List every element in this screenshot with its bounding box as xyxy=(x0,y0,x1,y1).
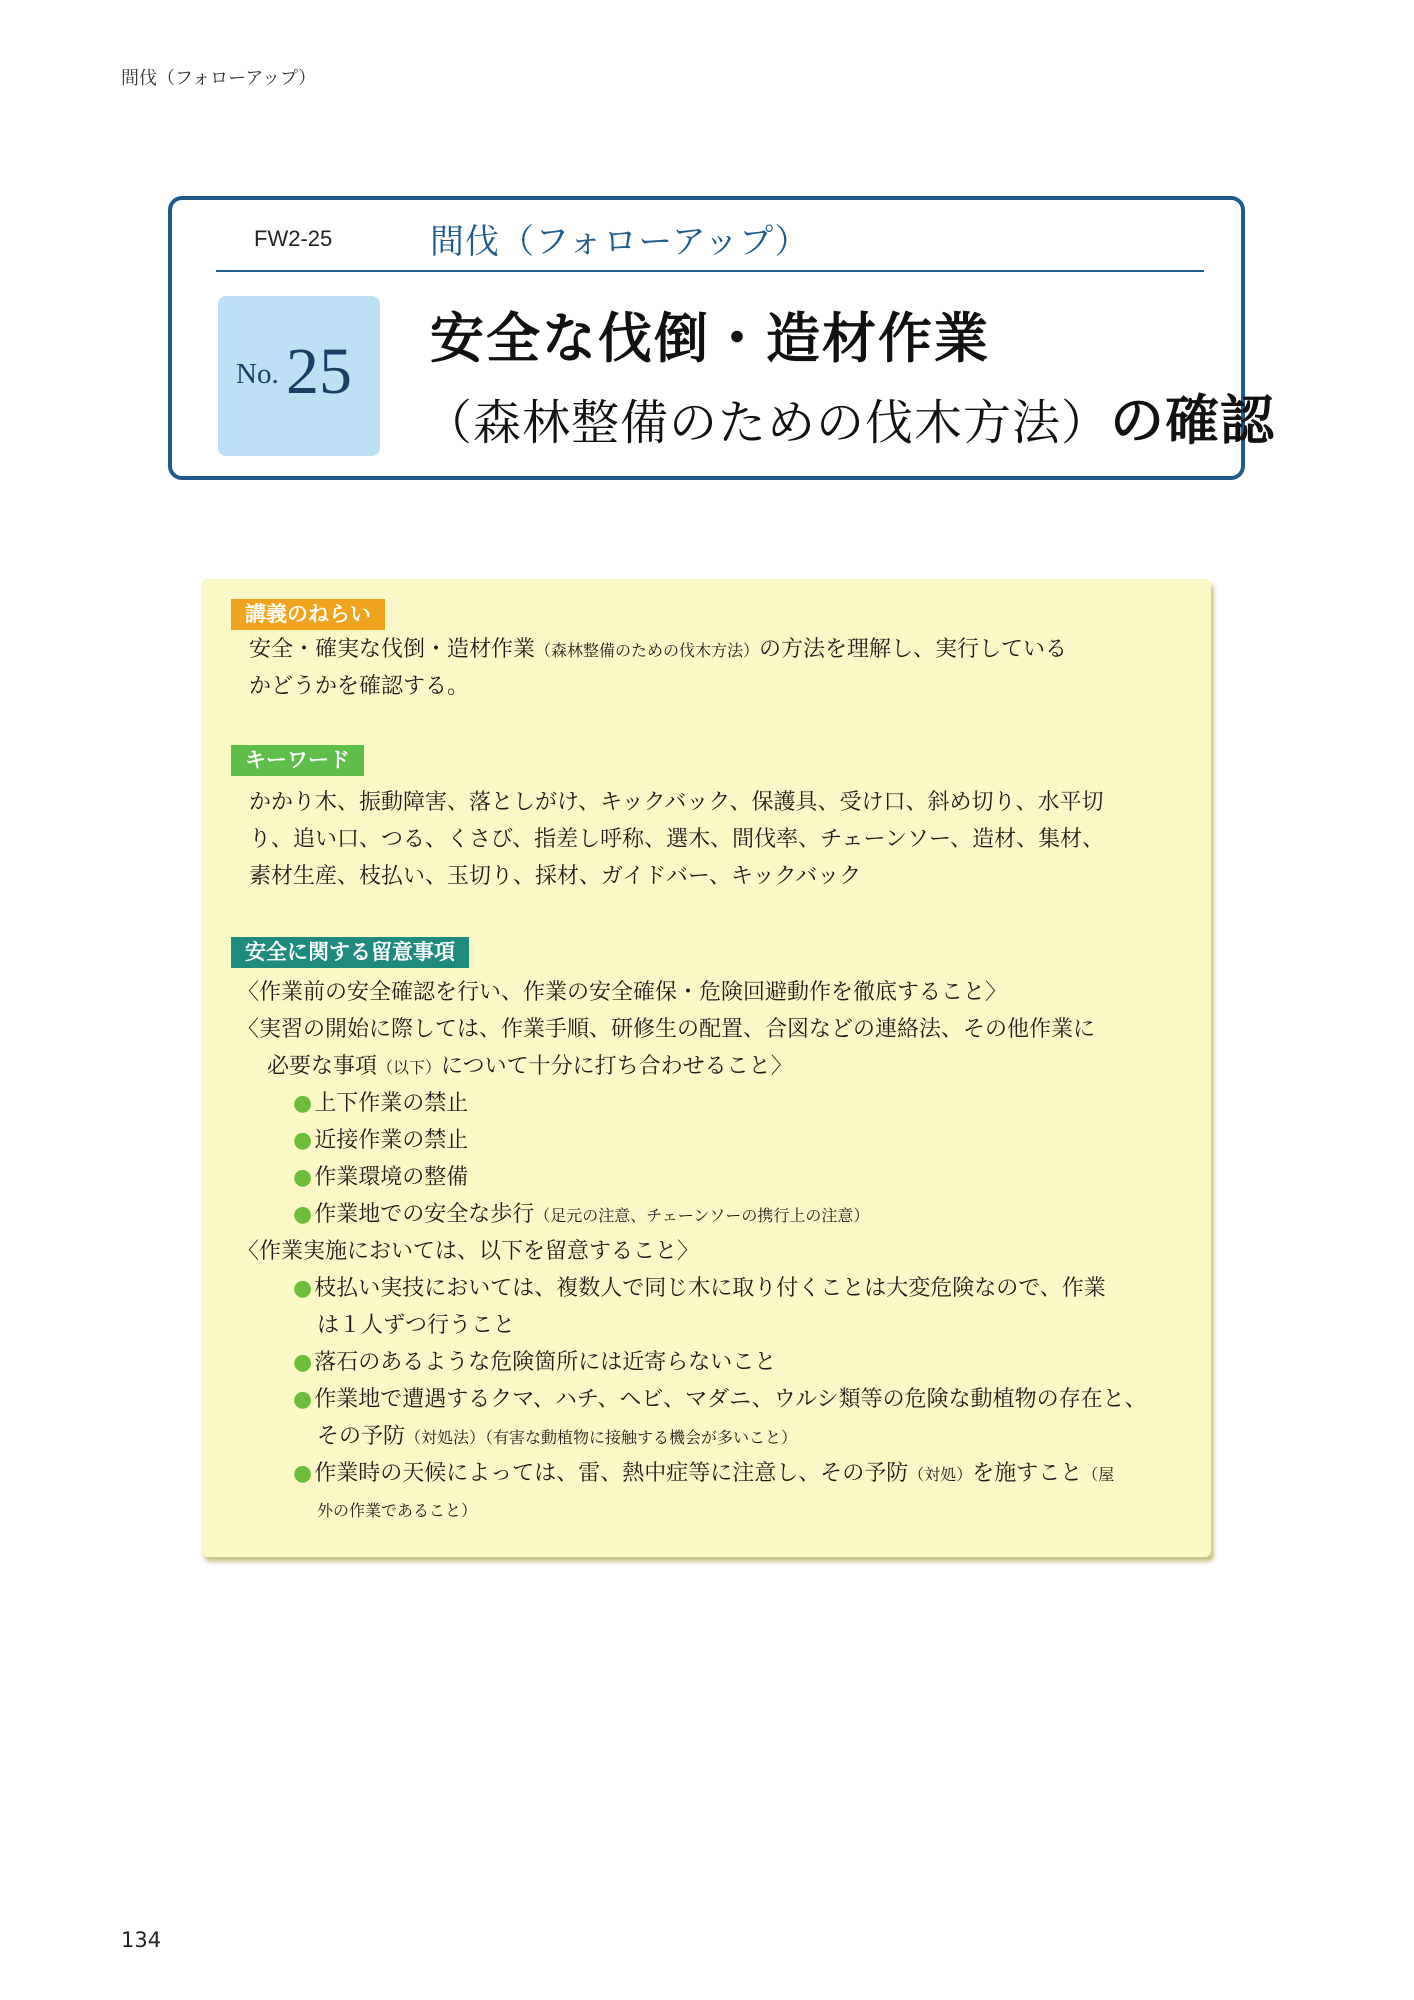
number-badge xyxy=(218,296,380,456)
list-item xyxy=(293,1122,468,1159)
keyword-tag: キーワード xyxy=(231,745,364,776)
heading2-text-a: 必要な事項 xyxy=(267,1054,378,1079)
heading2-text-small: （以下） xyxy=(377,1058,442,1077)
list-item-text: 作業時の天候によっては、雷、熱中症等に注意し、その予防 xyxy=(314,1461,909,1486)
bullet-icon: ● xyxy=(293,1202,313,1227)
bullet-icon: ● xyxy=(293,1091,313,1116)
list-item-note: （屋 xyxy=(1082,1465,1115,1484)
list-item-text: 作業地で遭遇するクマ、ハチ、ヘビ、マダニ、ウルシ類等の危険な動植物の存在と、 xyxy=(314,1387,1147,1412)
list-item-note: （対処法）（有害な動植物に接触する機会が多いこと） xyxy=(405,1428,798,1447)
bullet-icon: ● xyxy=(293,1165,313,1190)
heading2-text-b: について十分に打ち合わせること〉 xyxy=(441,1054,793,1079)
page-title-end: の確認 xyxy=(1110,389,1276,452)
list-item-continuation xyxy=(317,1418,797,1456)
page-title-line2 xyxy=(424,378,1275,455)
list-item xyxy=(293,1455,1114,1493)
list-item-text: その予防 xyxy=(317,1424,406,1449)
safety-heading-1: 〈作業前の安全確認を行い、作業の安全確保・危険回避動作を徹底すること〉 xyxy=(237,980,1008,1005)
keyword-line-2: り、追い口、つる、くさび、指差し呼称、選木、間伐率、チェーンソー、造材、集材、 xyxy=(249,827,1105,852)
running-header: 間伐（フォローアップ） xyxy=(121,68,317,89)
bullet-icon: ● xyxy=(293,1387,313,1412)
list-item-text: 作業環境の整備 xyxy=(314,1165,469,1190)
keyword-line-1: かかり木、振動障害、落としがけ、キックバック、保護具、受け口、斜め切り、水平切 xyxy=(249,790,1104,815)
title-divider xyxy=(216,270,1204,272)
list-item xyxy=(293,1085,468,1122)
list-item-text: 近接作業の禁止 xyxy=(314,1128,469,1153)
list-item-note: （足元の注意、チェーンソーの携行上の注意） xyxy=(534,1206,870,1225)
number-label: No. xyxy=(236,358,279,390)
page-title-line1: 安全な伐倒・造材作業 xyxy=(430,307,990,370)
aim-line-1 xyxy=(249,631,1067,669)
series-title: 間伐（フォローアップ） xyxy=(430,222,810,262)
list-item xyxy=(293,1196,869,1234)
bullet-icon: ● xyxy=(293,1128,313,1153)
page-title-paren: （森林整備のための伐木方法） xyxy=(424,395,1111,451)
safety-tag: 安全に関する留意事項 xyxy=(231,937,469,968)
list-item xyxy=(293,1270,1106,1307)
list-item-text: 作業地での安全な歩行 xyxy=(314,1202,535,1227)
page-number: 134 xyxy=(121,1928,162,1952)
aim-text-a: 安全・確実な伐倒・造材作業 xyxy=(249,637,536,662)
title-box xyxy=(168,196,1276,480)
safety-heading-3: 〈作業実施においては、以下を留意すること〉 xyxy=(237,1239,700,1264)
list-item-continuation: は１人ずつ行うこと xyxy=(317,1313,516,1338)
aim-text-small: （森林整備のための伐木方法） xyxy=(535,641,760,660)
keyword-line-3: 素材生産、枝払い、玉切り、採材、ガイドバー、キックバック xyxy=(249,864,862,889)
list-item xyxy=(293,1381,1147,1418)
list-item-text: 落石のあるような危険箇所には近寄らないこと xyxy=(314,1350,777,1375)
list-item-continuation: 外の作業であること） xyxy=(317,1501,478,1520)
safety-heading-2-line-2 xyxy=(267,1048,793,1086)
bullet-icon: ● xyxy=(293,1350,313,1375)
bullet-icon: ● xyxy=(293,1276,313,1301)
content-panel xyxy=(201,579,1211,1557)
list-item-text: 枝払い実技においては、複数人で同じ木に取り付くことは大変危険なので、作業 xyxy=(314,1276,1106,1301)
number-value: 25 xyxy=(286,335,352,408)
aim-tag: 講義のねらい xyxy=(231,599,385,630)
list-item xyxy=(293,1344,776,1381)
list-item-note: （対処） xyxy=(908,1465,973,1484)
safety-heading-2-line-1: 〈実習の開始に際しては、作業手順、研修生の配置、合図などの連絡法、その他作業に xyxy=(237,1017,1096,1042)
list-item-text: を施すこと xyxy=(972,1461,1083,1486)
list-item xyxy=(293,1159,468,1196)
list-item-text: 上下作業の禁止 xyxy=(314,1091,469,1116)
bullet-icon: ● xyxy=(293,1461,313,1486)
course-code: FW2-25 xyxy=(254,226,333,251)
aim-line-2: かどうかを確認する。 xyxy=(249,674,470,699)
aim-text-b: の方法を理解し、実行している xyxy=(759,637,1068,662)
